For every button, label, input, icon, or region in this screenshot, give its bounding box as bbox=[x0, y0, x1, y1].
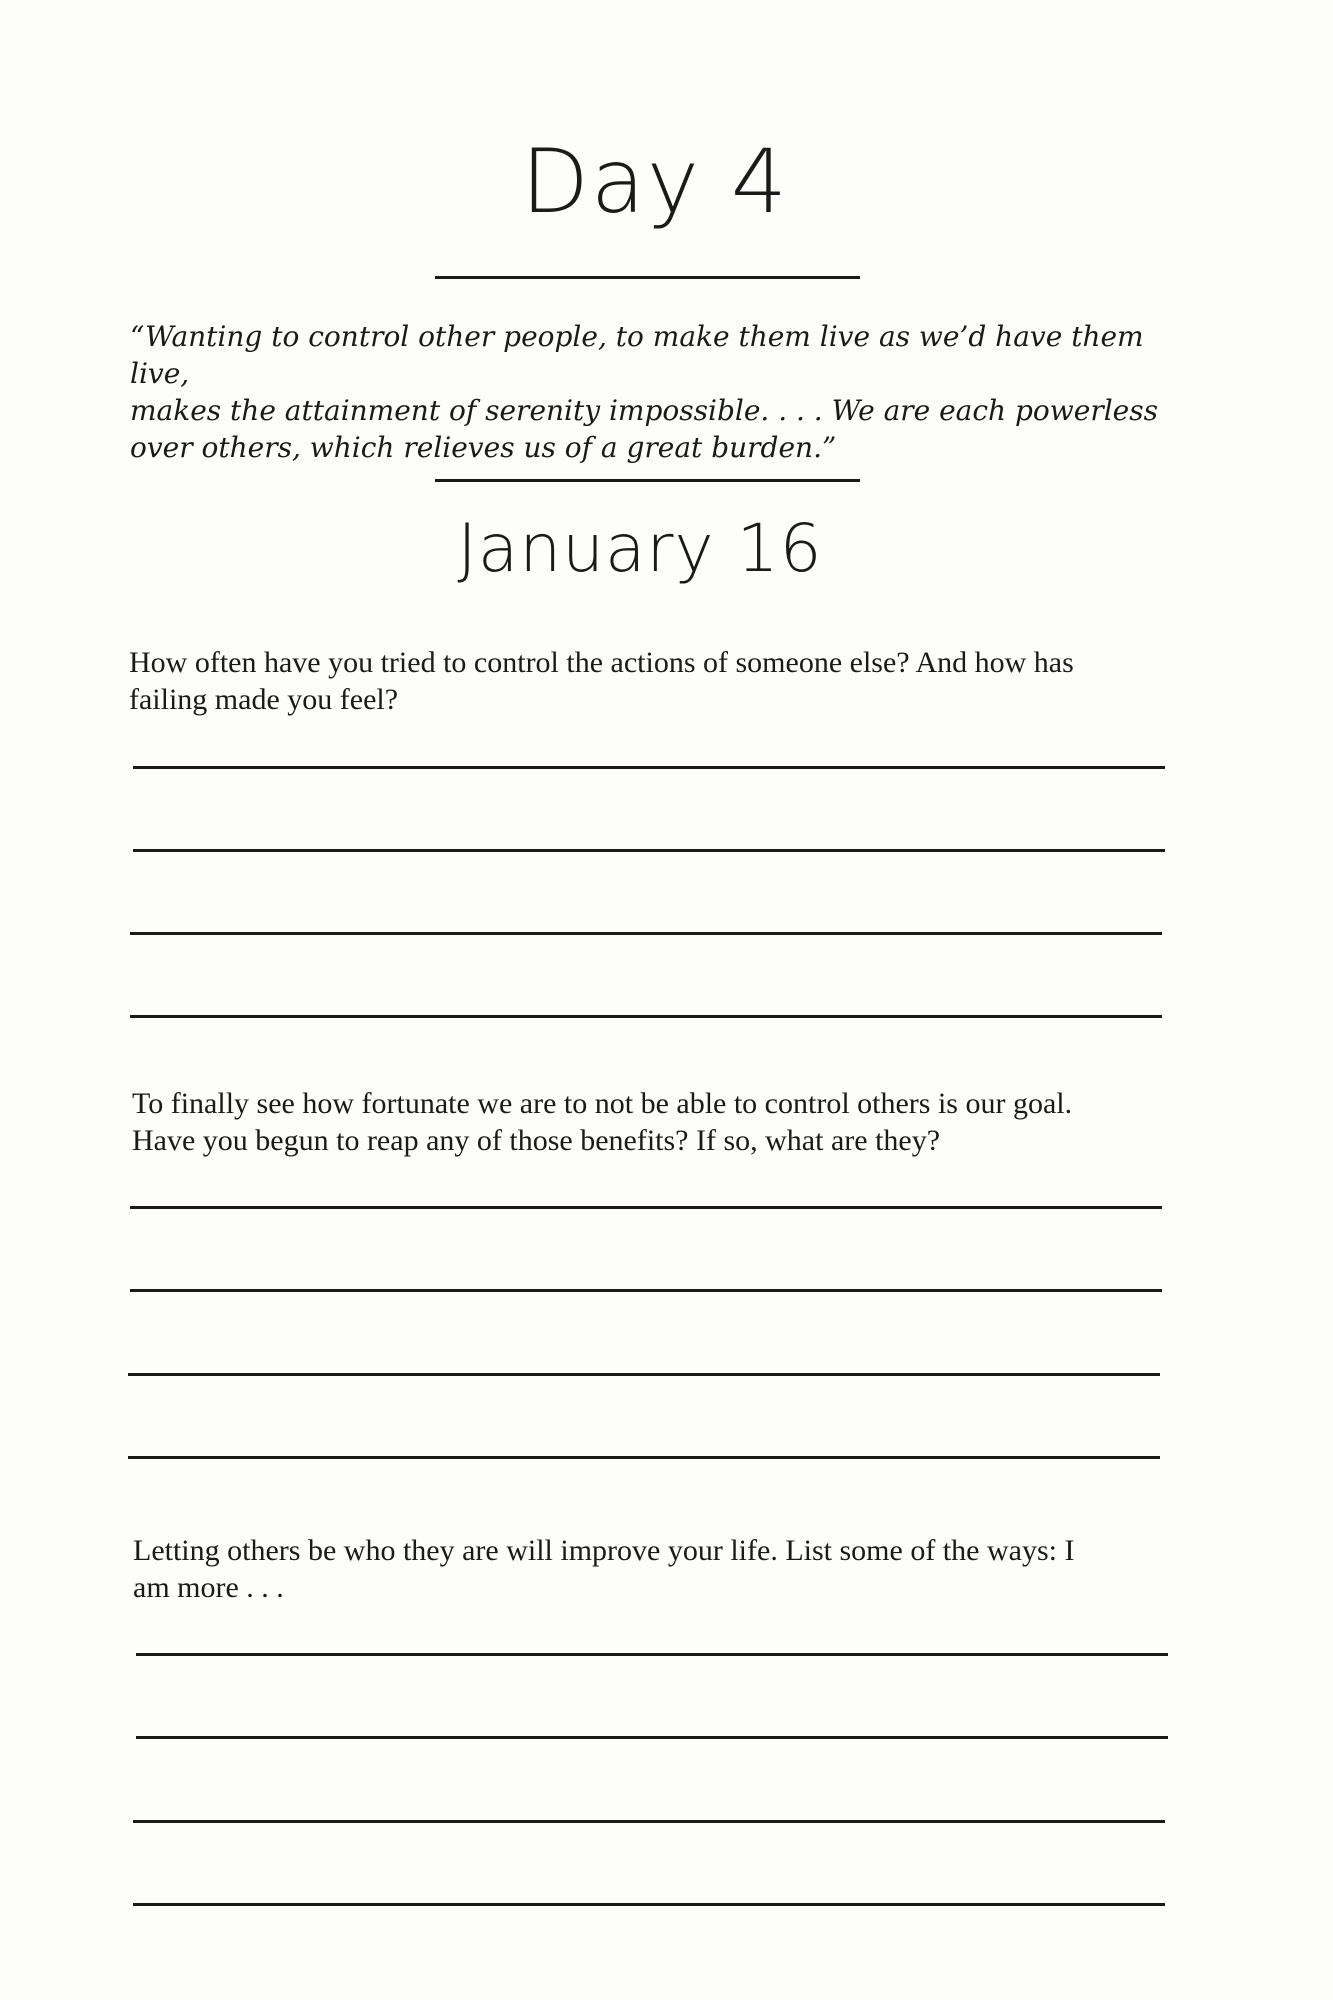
answer-line[interactable] bbox=[130, 1206, 1162, 1209]
answer-line[interactable] bbox=[130, 1015, 1162, 1018]
answer-line[interactable] bbox=[136, 1736, 1168, 1739]
quote-text: “Wanting to control other people, to make them live as we’d have them live, makes the attainment of serenity impossible. . . . We are each powerless over others, which relieves us of a great burden.” bbox=[130, 320, 1158, 464]
answer-line[interactable] bbox=[130, 1289, 1162, 1292]
divider-top bbox=[435, 276, 860, 279]
answer-line[interactable] bbox=[136, 1653, 1168, 1656]
answer-line[interactable] bbox=[128, 1373, 1160, 1376]
divider-bottom bbox=[435, 479, 860, 482]
answer-line[interactable] bbox=[133, 849, 1165, 852]
prompt-3: Letting others be who they are will improve your life. List some of the ways: I am more . . . bbox=[133, 1534, 1075, 1604]
answer-line[interactable] bbox=[130, 932, 1162, 935]
date-title: January 16 bbox=[457, 510, 823, 587]
answer-line[interactable] bbox=[133, 1820, 1165, 1823]
answer-line[interactable] bbox=[133, 1903, 1165, 1906]
prompt-1: How often have you tried to control the actions of someone else? And how has failing made you feel? bbox=[129, 646, 1074, 716]
day-title: Day 4 bbox=[521, 130, 789, 233]
answer-line[interactable] bbox=[128, 1456, 1160, 1459]
prompt-2: To finally see how fortunate we are to not be able to control others is our goal. Have you begun to reap any of those benefits? If so, what are they? bbox=[132, 1087, 1073, 1157]
answer-line[interactable] bbox=[133, 766, 1165, 769]
